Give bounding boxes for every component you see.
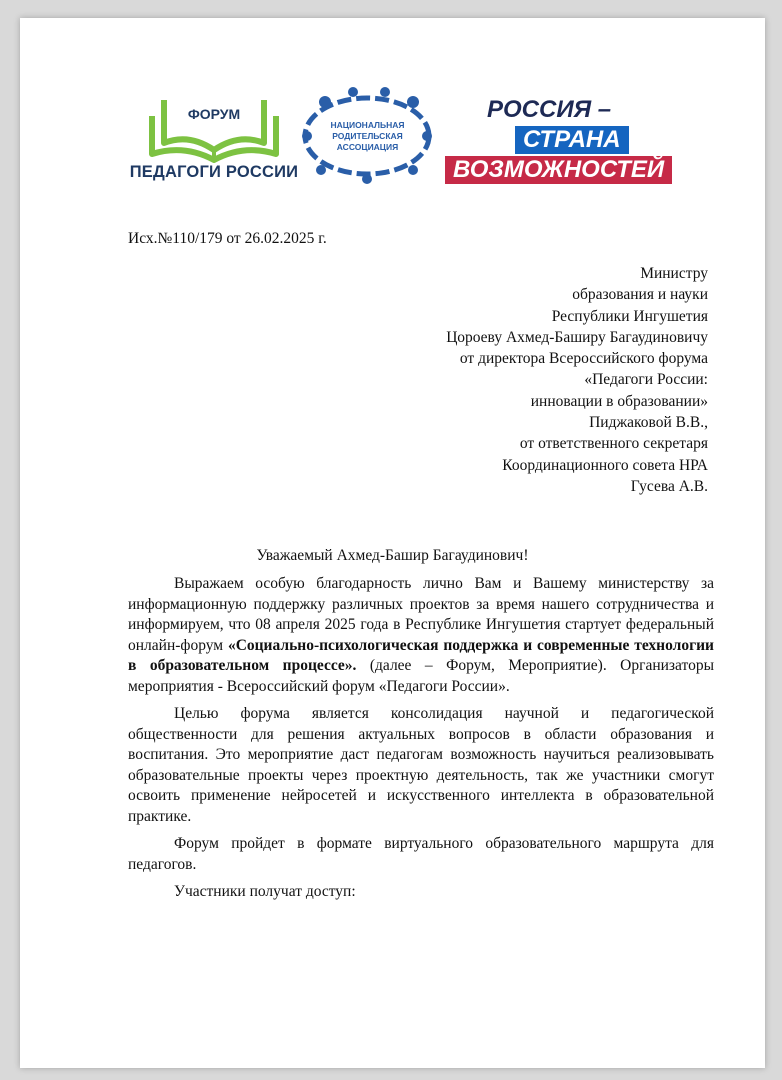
addressee-line: от ответственного секретаря [519,435,708,453]
forum-title-bold: «Социально-психологическая поддержка и современные технологии в образовательном процессе». [128,636,714,674]
greeting: Уважаемый Ахмед-Башир Багаудинович! [256,547,529,564]
addressee-line: Пиджаковой В.В., [589,414,708,432]
addressee-line: Республики Ингушетия [551,307,708,325]
addressee-line: инновации в образовании» [530,392,708,410]
rsv-logo [445,96,680,186]
open-book-icon [124,88,304,163]
letter-body [128,574,714,910]
nra-line-3: АССОЦИАЦИЯ [336,142,399,152]
forum-logo-bottom-text: ПЕДАГОГИ РОССИИ [129,163,299,181]
letter-page [20,18,765,1068]
paragraph-2: Целью форума является консолидация научной и педагогической общественности для решения актуальных вопросов в области образования и воспитания. Это мероприятие даст педагогам возможность научиться реализовывать образовательные проекты через проектную деятельность, так же участники смогут освоить применение нейросетей и искусственного интеллекта в образовательной практике. [128,705,714,825]
addressee-line: Гусева А.В. [630,477,708,495]
outgoing-reference: Исх.№110/179 от 26.02.2025 г. [128,230,327,247]
addressee-line: Цороеву Ахмед-Баширу Багаудиновичу [446,328,708,346]
rsv-line-2: СТРАНА [515,126,629,154]
forum-logo [124,88,304,188]
addressee-line: Координационного совета НРА [502,456,708,474]
paragraph-3: Форум пройдет в формате виртуального образовательного маршрута для педагогов. [128,835,714,873]
rsv-line-1: РОССИЯ – [487,96,612,123]
addressee-line: «Педагоги России: [584,371,708,389]
nra-line-1: НАЦИОНАЛЬНАЯ [330,120,405,130]
addressee-line: Министру [640,265,708,282]
nra-line-2: РОДИТЕЛЬСКАЯ [332,131,403,141]
addressee-line: от директора Всероссийского форума [459,350,708,368]
nra-logo [295,84,440,184]
addressee-line: образования и науки [572,286,708,304]
paragraph-1-end: (далее – Форум, Мероприятие). Организаторы мероприятия - Всероссийский форум «Педагоги России». [128,657,714,695]
rsv-line-3: ВОЗМОЖНОСТЕЙ [445,156,672,184]
addressee-block [446,263,708,497]
paragraph-1-start: Выражаем особую благодарность лично Вам и Вашему министерству за информационную поддержку различных проектов за время нашего сотрудничества и информируем, что 08 апреля 2025 года в Республике Ингушетия стартует федеральный онлайн-форум [128,575,714,654]
paragraph-4: Участники получат доступ: [174,883,356,900]
forum-logo-top-text: ФОРУМ [187,106,241,122]
nra-logo-text [315,120,420,153]
paragraph-1 [128,574,714,697]
